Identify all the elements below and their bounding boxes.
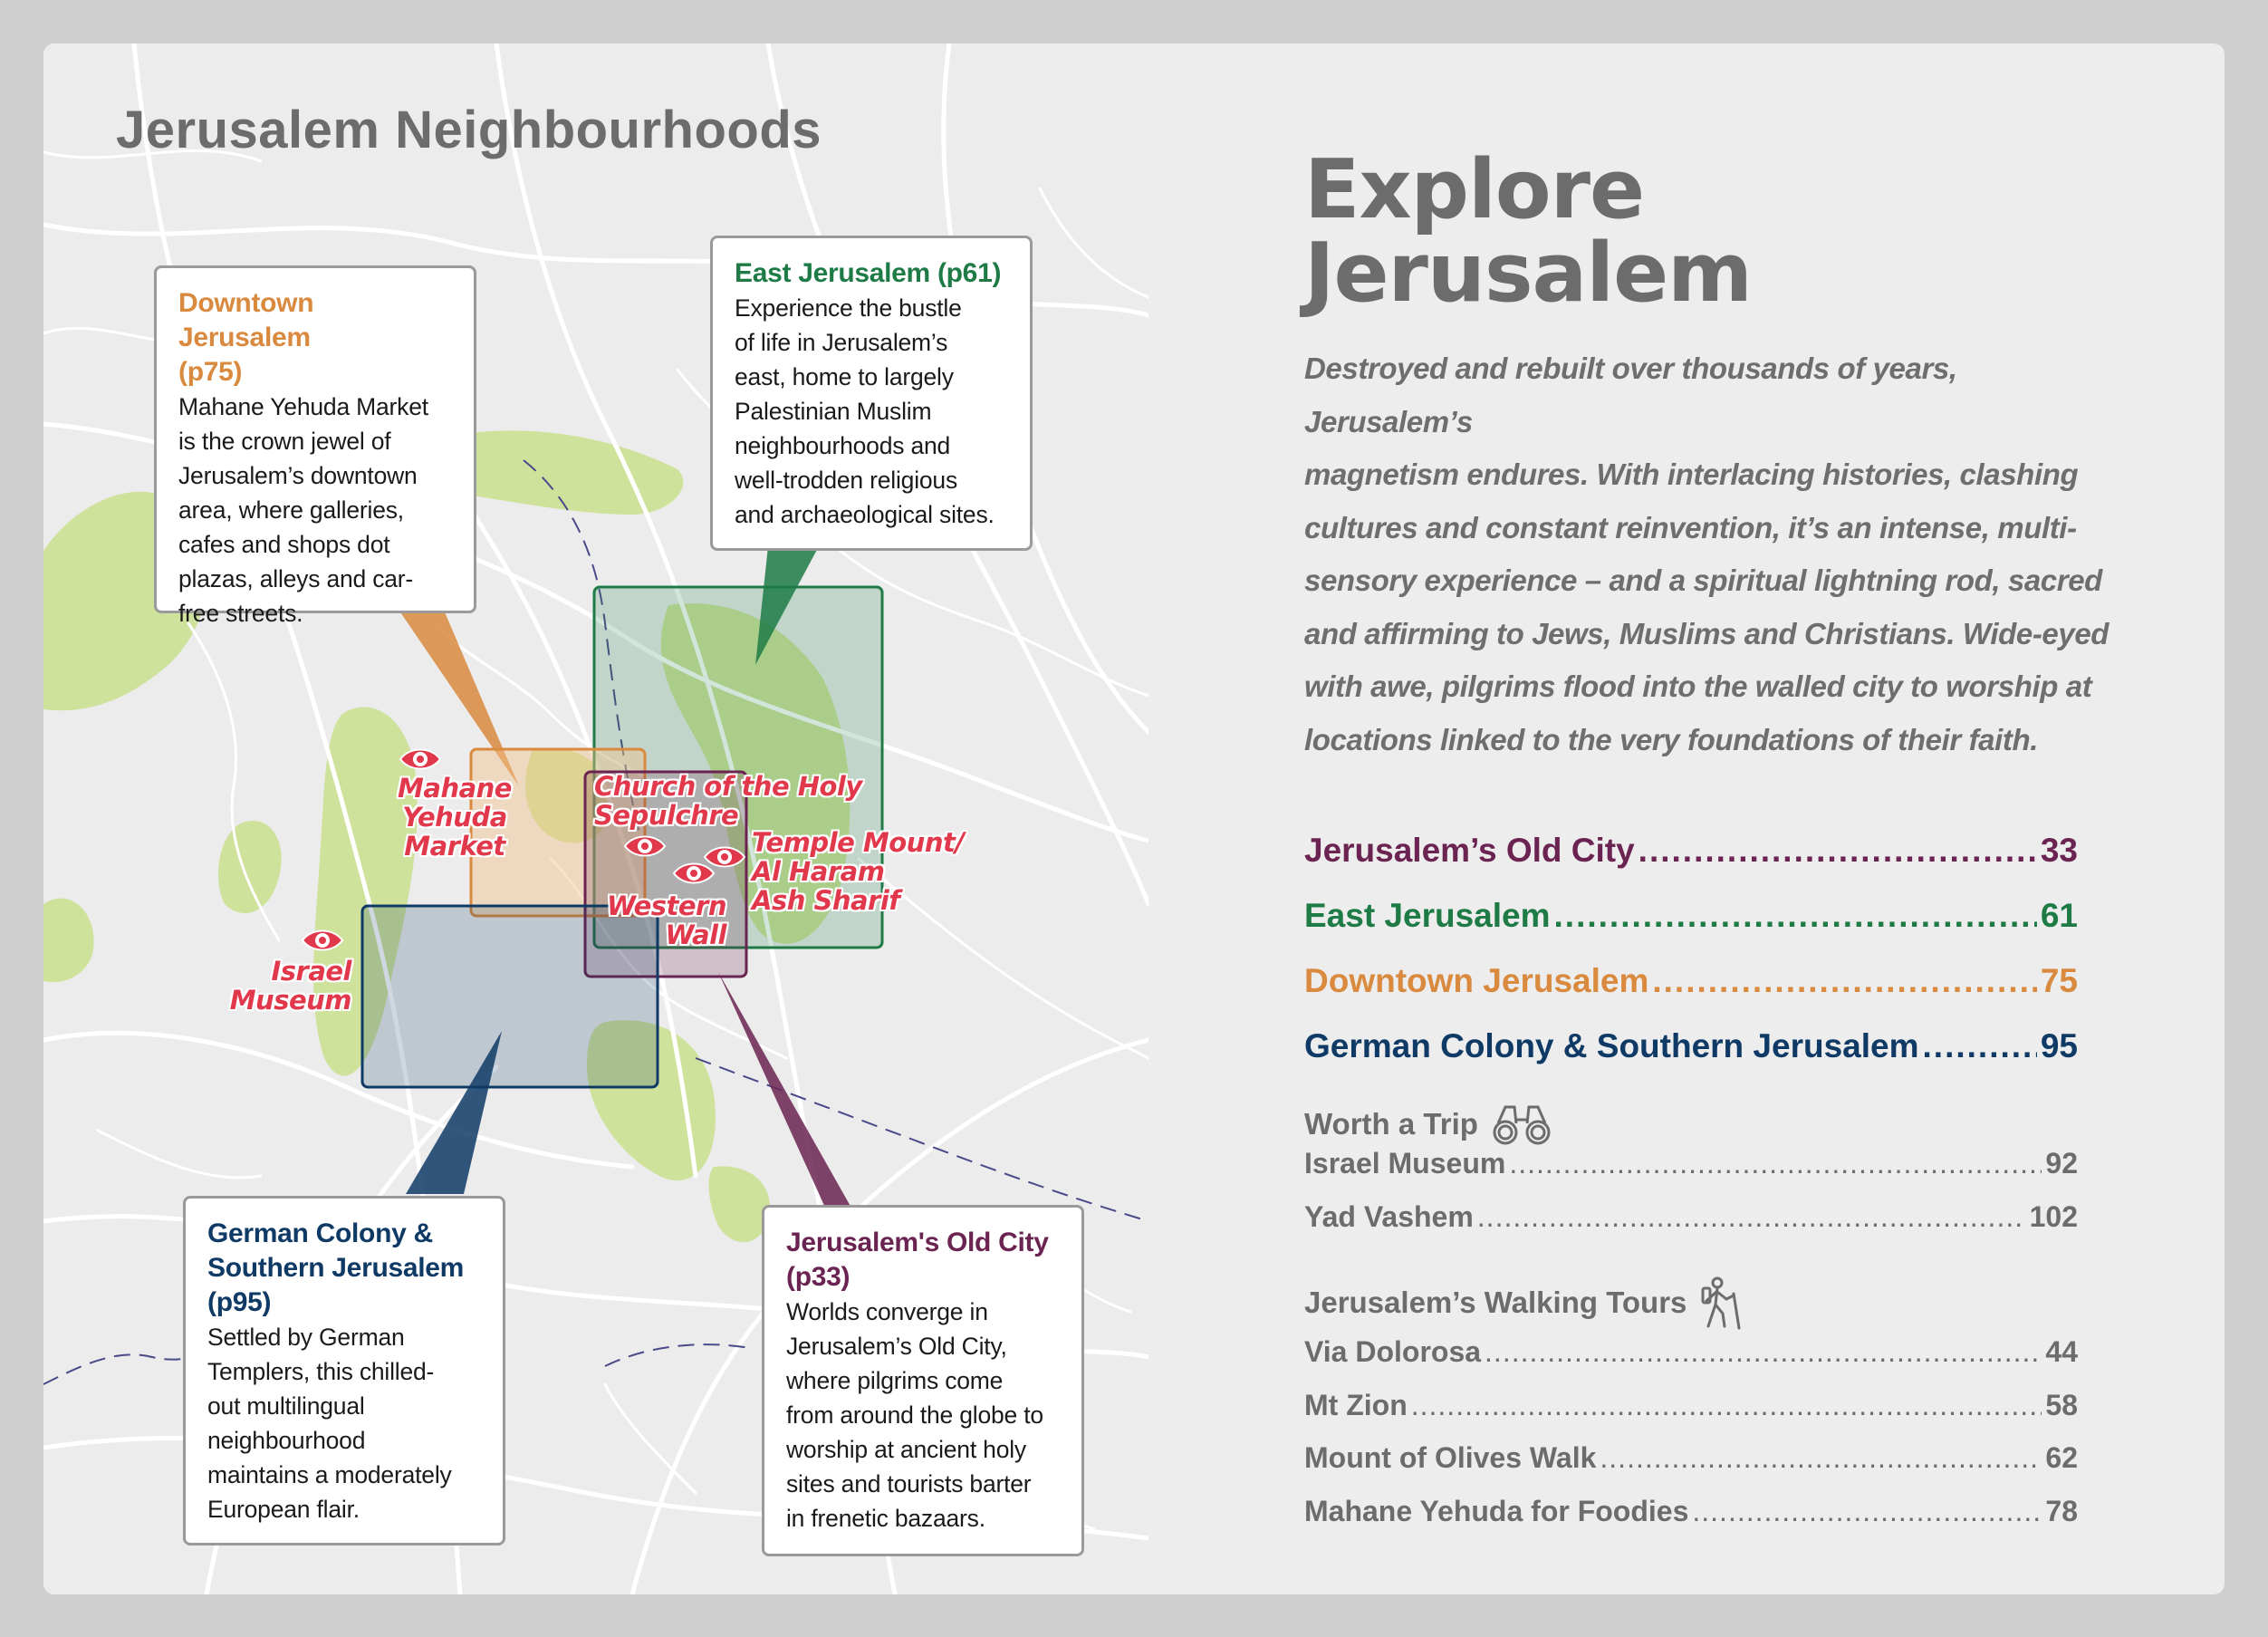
callout-text-line: Settled by German bbox=[207, 1324, 405, 1351]
neighbourhood-map[interactable] bbox=[43, 43, 1148, 1594]
eye-icon[interactable] bbox=[703, 841, 746, 873]
map-title: Jerusalem Neighbourhoods bbox=[116, 101, 822, 159]
poi-temple-mount[interactable]: Temple Mount/ Al Haram Ash Sharif bbox=[752, 827, 965, 916]
east-callout-title: East Jerusalem (p61) bbox=[735, 258, 1002, 288]
toc-item-israel-museum[interactable] bbox=[1304, 1147, 2078, 1200]
binoculars-icon bbox=[1491, 1102, 1552, 1147]
callout-text-line: neighbourhoods and bbox=[735, 432, 951, 459]
walking-tours-list bbox=[1304, 1335, 2078, 1547]
callout-text-line: of life in Jerusalem’s bbox=[735, 329, 948, 356]
leader-dots bbox=[1923, 1027, 2037, 1065]
callout-text-line: area, where galleries, bbox=[178, 496, 404, 524]
oldcity-callout-title: Jerusalem's Old City bbox=[786, 1228, 1049, 1257]
toc-label: Mahane Yehuda for Foodies bbox=[1304, 1494, 1689, 1527]
toc-page-number: 92 bbox=[2045, 1147, 2078, 1180]
eye-icon[interactable] bbox=[301, 924, 344, 957]
callout-text-line: Experience the bustle bbox=[735, 294, 962, 322]
toc-label: Israel Museum bbox=[1304, 1147, 1506, 1180]
german-callout-title-2: Southern Jerusalem bbox=[207, 1253, 465, 1283]
toc-label: Mt Zion bbox=[1304, 1388, 1408, 1421]
toc-item-mt-zion[interactable] bbox=[1304, 1389, 2078, 1442]
callout-text-line: and archaeological sites. bbox=[735, 501, 995, 528]
intro-paragraph bbox=[1304, 342, 2119, 766]
downtown-callout-title: Downtown Jerusalem bbox=[178, 288, 314, 352]
intro-line: and affirming to Jews, Muslims and Christians. Wide-eyed bbox=[1304, 616, 2109, 650]
walking-tours-label: Jerusalem’s Walking Tours bbox=[1304, 1286, 1687, 1319]
explore-title-line-2: Jerusalem bbox=[1304, 226, 1752, 321]
eye-icon[interactable] bbox=[399, 743, 442, 775]
callout-text-line: Mahane Yehuda Market bbox=[178, 393, 428, 420]
callout-text-line: east, home to largely bbox=[735, 363, 954, 390]
callout-text-line: Worlds converge in bbox=[786, 1298, 988, 1325]
poi-holy-sepulchre[interactable]: Church of the Holy Sepulchre bbox=[594, 771, 862, 831]
toc-item-mahane-yehuda-foodies[interactable] bbox=[1304, 1495, 2078, 1548]
toc-page-number: 78 bbox=[2045, 1494, 2078, 1527]
callout-text-line: European flair. bbox=[207, 1496, 360, 1523]
callout-text-line: where pilgrims come bbox=[786, 1367, 1004, 1394]
leader-dots bbox=[1411, 1389, 2042, 1422]
worth-a-trip-label: Worth a Trip bbox=[1304, 1107, 1478, 1141]
old-city-callout[interactable] bbox=[762, 1205, 1084, 1556]
callout-text-line: free streets. bbox=[178, 600, 303, 627]
callout-text-line: from around the globe to bbox=[786, 1401, 1043, 1429]
oldcity-callout-page: (p33) bbox=[786, 1262, 850, 1292]
toc-item-yad-vashem[interactable] bbox=[1304, 1200, 2078, 1254]
explore-title bbox=[1304, 142, 1752, 321]
callout-text-line: Templers, this chilled- bbox=[207, 1358, 435, 1385]
walking-tours-heading bbox=[1304, 1276, 1743, 1330]
leader-dots bbox=[1692, 1495, 2042, 1528]
toc-label: Via Dolorosa bbox=[1304, 1335, 1482, 1368]
intro-line: Destroyed and rebuilt over thousands of years, Jerusalem’s bbox=[1304, 351, 1957, 438]
callout-text-line: sites and tourists barter bbox=[786, 1470, 1032, 1497]
toc-item-downtown[interactable] bbox=[1304, 962, 2078, 1027]
downtown-callout[interactable] bbox=[154, 265, 476, 627]
toc-label: Mount of Olives Walk bbox=[1304, 1441, 1597, 1474]
callout-text-line: is the crown jewel of bbox=[178, 428, 391, 455]
hiker-icon bbox=[1699, 1276, 1743, 1330]
callout-text-line: cafes and shops dot bbox=[178, 531, 390, 558]
guidebook-page bbox=[43, 43, 2225, 1594]
eye-icon[interactable] bbox=[623, 830, 667, 862]
table-of-contents bbox=[1304, 832, 2078, 1093]
toc-item-via-dolorosa[interactable] bbox=[1304, 1335, 2078, 1389]
toc-label: Downtown Jerusalem bbox=[1304, 962, 1649, 999]
worth-a-trip-list bbox=[1304, 1147, 2078, 1253]
callout-text-line: in frenetic bazaars. bbox=[786, 1505, 985, 1532]
intro-line: sensory experience – and a spiritual lightning rod, sacred bbox=[1304, 563, 2102, 597]
poi-israel-museum[interactable]: Israel Museum bbox=[229, 956, 351, 1016]
toc-page-number: 58 bbox=[2045, 1388, 2078, 1421]
callout-text-line: neighbourhood bbox=[207, 1427, 366, 1454]
leader-dots bbox=[1652, 962, 2036, 1000]
toc-label: German Colony & Southern Jerusalem bbox=[1304, 1027, 1919, 1064]
leader-dots bbox=[1477, 1200, 2026, 1234]
callout-text-line: maintains a moderately bbox=[207, 1461, 452, 1488]
east-callout[interactable] bbox=[710, 236, 1033, 551]
german-colony-callout[interactable] bbox=[183, 1196, 505, 1546]
callout-text-line: well-trodden religious bbox=[735, 467, 958, 494]
leader-dots bbox=[1639, 832, 2037, 870]
poi-mahane-yehuda[interactable]: Mahane Yehuda Market bbox=[398, 773, 512, 862]
intro-line: with awe, pilgrims flood into the walled city to worship at bbox=[1304, 669, 2092, 703]
toc-page-number: 33 bbox=[2040, 832, 2078, 869]
toc-page-number: 62 bbox=[2045, 1441, 2078, 1474]
poi-western-wall[interactable]: Western Wall bbox=[606, 891, 726, 950]
toc-item-mount-of-olives[interactable] bbox=[1304, 1441, 2078, 1495]
leader-dots bbox=[1509, 1147, 2042, 1180]
callout-text-line: worship at ancient holy bbox=[786, 1436, 1026, 1463]
worth-a-trip-heading bbox=[1304, 1102, 1552, 1147]
toc-item-german-colony[interactable] bbox=[1304, 1027, 2078, 1093]
callout-text-line: plazas, alleys and car- bbox=[178, 565, 414, 592]
toc-label: East Jerusalem bbox=[1304, 897, 1551, 934]
leader-dots bbox=[1485, 1335, 2042, 1369]
german-callout-page: (p95) bbox=[207, 1287, 272, 1317]
intro-line: cultures and constant reinvention, it’s an intense, multi- bbox=[1304, 510, 2077, 544]
toc-label: Jerusalem’s Old City bbox=[1304, 832, 1635, 869]
callout-text-line: Jerusalem’s Old City, bbox=[786, 1333, 1007, 1360]
toc-item-east[interactable] bbox=[1304, 897, 2078, 962]
intro-line: magnetism endures. With interlacing histories, clashing bbox=[1304, 457, 2079, 491]
toc-page-number: 95 bbox=[2040, 1027, 2078, 1064]
toc-page-number: 61 bbox=[2040, 897, 2078, 934]
leader-dots bbox=[1600, 1441, 2042, 1475]
callout-text-line: out multilingual bbox=[207, 1392, 365, 1420]
leader-dots bbox=[1554, 897, 2037, 935]
toc-page-number: 75 bbox=[2040, 962, 2078, 999]
toc-item-old-city[interactable] bbox=[1304, 832, 2078, 897]
toc-label: Yad Vashem bbox=[1304, 1199, 1474, 1233]
toc-page-number: 102 bbox=[2029, 1199, 2078, 1233]
downtown-callout-page: (p75) bbox=[178, 357, 243, 387]
toc-page-number: 44 bbox=[2045, 1335, 2078, 1368]
explore-title-line-1: Explore bbox=[1304, 142, 1645, 237]
callout-text-line: Palestinian Muslim bbox=[735, 398, 932, 425]
callout-text-line: Jerusalem’s downtown bbox=[178, 462, 418, 489]
intro-line: locations linked to the very foundations of their faith. bbox=[1304, 722, 2038, 756]
german-callout-title-1: German Colony & bbox=[207, 1218, 433, 1248]
